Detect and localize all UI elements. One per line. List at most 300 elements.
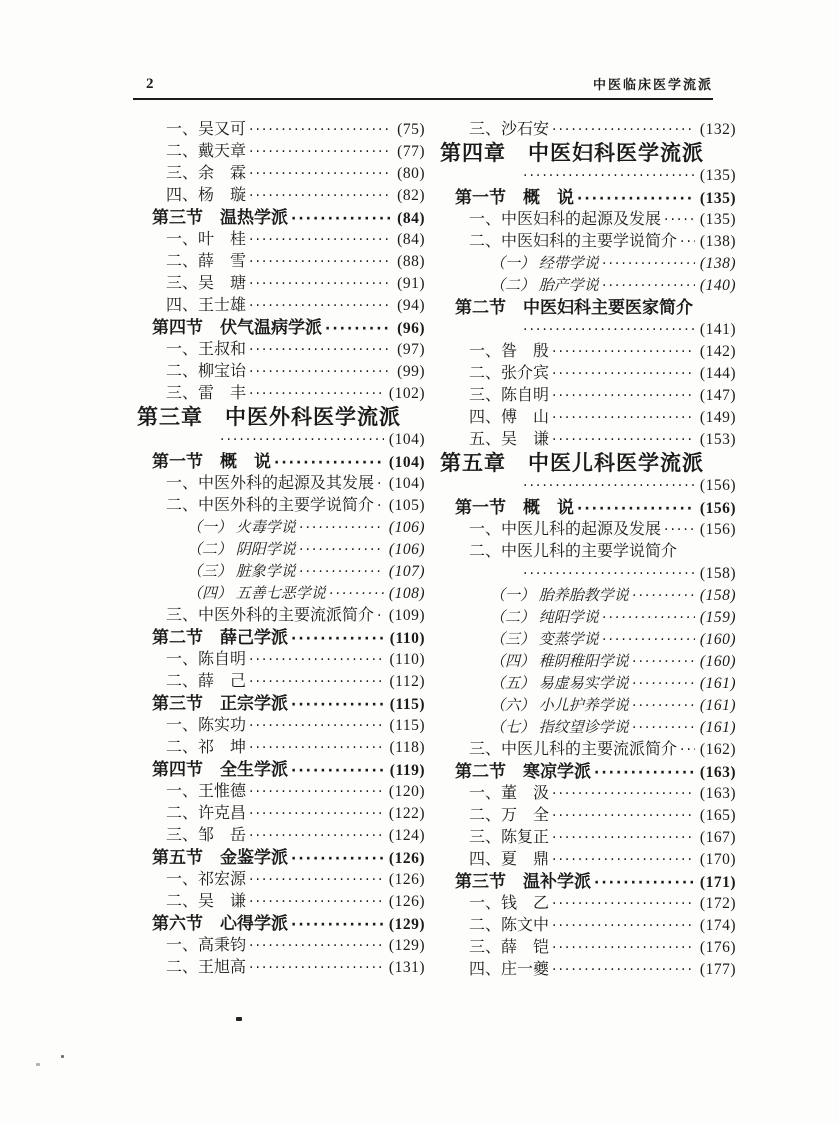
toc-entry-item: [137, 251, 425, 273]
scan-speck: [236, 1017, 242, 1021]
dot-leader: [249, 229, 392, 251]
dot-leader: [594, 761, 695, 783]
toc-entry-text: 二、万 全: [469, 807, 550, 824]
toc-page-number: (140): [699, 277, 736, 294]
toc-entry-text: 第一节 概 说: [455, 188, 574, 207]
dot-leader: [602, 253, 695, 275]
dot-leader: [299, 539, 384, 561]
dot-leader: [552, 783, 695, 805]
toc-page-number: (141): [699, 321, 736, 338]
toc-page-number: (147): [699, 387, 736, 404]
toc-page-number: (172): [699, 895, 736, 912]
toc-entry-text: （二） 胎产学说: [490, 278, 599, 294]
toc-page-number: (129): [388, 937, 425, 954]
dot-leader: [249, 119, 392, 141]
dot-leader: [249, 803, 384, 825]
toc-entry-text: 第二节 中医妇科主要医家简介: [455, 298, 693, 317]
toc-entry-text: 四、庄一夔: [469, 961, 550, 978]
dot-leader: [632, 651, 695, 673]
toc-entry-text: （四） 五善七恶学说: [187, 586, 326, 602]
toc-page-number: (102): [388, 385, 425, 402]
toc-entry-text: 第三节 正宗学派: [152, 694, 288, 713]
toc-entry-section: [137, 207, 425, 229]
dot-leader: [523, 563, 695, 585]
toc-entry-item: [137, 495, 425, 517]
dot-leader: [220, 429, 384, 451]
toc-entry-item: [440, 915, 736, 937]
toc-entry-item: [440, 849, 736, 871]
toc-entry-text: 五、吴 谦: [469, 431, 550, 448]
toc-entry-item: [440, 429, 736, 451]
toc-page-number: (165): [699, 807, 736, 824]
dot-leader: [602, 629, 695, 651]
toc-entry-text: 二、柳宝诒: [166, 363, 247, 380]
dot-leader: [249, 891, 384, 913]
toc-entry-text: 一、中医儿科的起源及发展: [469, 521, 662, 538]
scan-speck: [36, 1063, 40, 1066]
toc-entry-text: （二） 阴阳学说: [187, 542, 296, 558]
toc-page-number: (144): [699, 365, 736, 382]
toc-page-number: (135): [699, 167, 736, 184]
toc-entry-item: [137, 229, 425, 251]
toc-entry-text: （一） 胎养胎教学说: [490, 588, 629, 604]
toc-page-number: (135): [699, 190, 736, 207]
toc-page-number: (163): [699, 785, 736, 802]
dot-leader: [552, 119, 695, 141]
toc-page-number: (161): [699, 675, 736, 692]
toc-entry-text: 一、叶 桂: [166, 231, 247, 248]
dot-leader: [664, 209, 695, 231]
toc-page-number: (77): [397, 143, 425, 160]
toc-entry-subitem: [440, 651, 736, 673]
toc-entry-text: 二、祁 坤: [166, 739, 247, 756]
toc-entry-item: [137, 715, 425, 737]
toc-entry-item: [137, 957, 425, 979]
dot-leader: [680, 739, 695, 761]
toc-entry-text: 三、余 霖: [166, 165, 247, 182]
toc-entry-text: 一、祁宏源: [166, 871, 247, 888]
toc-page-number: (96): [397, 320, 425, 337]
dot-leader: [249, 163, 392, 185]
toc-entry-item: [137, 383, 425, 405]
toc-entry-text: 三、薛 铠: [469, 939, 550, 956]
dot-leader: [632, 673, 695, 695]
toc-entry-cont: [440, 319, 736, 341]
toc-page-number: (156): [699, 500, 736, 517]
toc-page-number: (97): [397, 341, 425, 358]
dot-leader: [299, 517, 384, 539]
toc-entry-subitem: [440, 717, 736, 739]
toc-page-number: (153): [699, 431, 736, 448]
toc-entry-item: [137, 339, 425, 361]
toc-page-number: (110): [389, 651, 425, 668]
toc-page-number: (88): [397, 253, 425, 270]
dot-leader: [377, 605, 384, 627]
dot-leader: [552, 363, 695, 385]
toc-page-number: (104): [388, 431, 425, 448]
toc-entry-section: [440, 871, 736, 893]
dot-leader: [552, 937, 695, 959]
toc-page-number: (176): [699, 939, 736, 956]
toc-entry-item: [137, 737, 425, 759]
dot-leader: [523, 475, 695, 497]
dot-leader: [577, 187, 695, 209]
toc-page-number: (107): [388, 563, 425, 580]
toc-page-number: (142): [699, 343, 736, 360]
toc-entry-section: [137, 627, 425, 649]
dot-leader: [552, 827, 695, 849]
toc-entry-item: [137, 649, 425, 671]
dot-leader: [249, 781, 384, 803]
toc-entry-text: 一、中医外科的起源及其发展: [166, 475, 375, 492]
toc-entry-chapter: [440, 141, 736, 165]
toc-page-number: (160): [699, 653, 736, 670]
toc-page-number: (170): [699, 851, 736, 868]
toc-page-number: (108): [388, 585, 425, 602]
toc-entry-item: [137, 295, 425, 317]
toc-entry-text: 第四节 伏气温病学派: [152, 318, 322, 337]
dot-leader: [552, 959, 695, 981]
dot-leader: [664, 519, 695, 541]
toc-entry-item: [137, 803, 425, 825]
dot-leader: [274, 451, 384, 473]
dot-leader: [249, 715, 384, 737]
dot-leader: [249, 251, 392, 273]
toc-entry-subitem: [137, 539, 425, 561]
toc-entry-item: [440, 519, 736, 541]
toc-entry-text: 一、董 汲: [469, 785, 550, 802]
toc-page-number: (120): [388, 783, 425, 800]
toc-page-number: (167): [699, 829, 736, 846]
toc-entry-section: [137, 451, 425, 473]
dot-leader: [249, 383, 384, 405]
toc-entry-text: 第六节 心得学派: [152, 914, 288, 933]
toc-entry-item: [137, 473, 425, 495]
dot-leader: [249, 141, 392, 163]
toc-page-number: (174): [699, 917, 736, 934]
toc-page-number: (110): [389, 630, 425, 647]
running-header: [133, 74, 713, 100]
toc-entry-text: 三、沙石安: [469, 121, 550, 138]
dot-leader: [249, 869, 384, 891]
toc-entry-item: [440, 363, 736, 385]
toc-entry-text: （四） 稚阴稚阳学说: [490, 654, 629, 670]
toc-page-number: (162): [699, 741, 736, 758]
toc-page-number: (171): [699, 874, 736, 891]
toc-entry-subitem: [137, 583, 425, 605]
toc-entry-text: 二、张介宾: [469, 365, 550, 382]
toc-entry-item: [137, 935, 425, 957]
toc-page-number: (158): [699, 565, 736, 582]
toc-entry-section: [137, 847, 425, 869]
toc-entry-item: [137, 273, 425, 295]
dot-leader: [291, 847, 384, 869]
toc-entry-text: 三、雷 丰: [166, 385, 247, 402]
toc-entry-text: 一、陈自明: [166, 651, 247, 668]
toc-entry-subitem: [440, 673, 736, 695]
toc-entry-text: 三、中医儿科的主要流派简介: [469, 741, 678, 758]
dot-leader: [594, 871, 695, 893]
toc-entry-item: [137, 163, 425, 185]
toc-entry-text: 三、陈复正: [469, 829, 550, 846]
dot-leader: [291, 913, 384, 935]
toc-entry-text: 二、陈文中: [469, 917, 550, 934]
toc-page-number: (109): [388, 607, 425, 624]
toc-page-number: (126): [388, 893, 425, 910]
toc-entry-subitem: [440, 585, 736, 607]
toc-page-number: (119): [389, 762, 425, 779]
toc-entry-text: （二） 纯阳学说: [490, 610, 599, 626]
toc-entry-chapter: [440, 451, 736, 475]
toc-entry-item: [137, 185, 425, 207]
toc-page-number: (99): [397, 363, 425, 380]
toc-entry-text: 一、昝 殷: [469, 343, 550, 360]
toc-entry-text: 二、中医妇科的主要学说简介: [469, 233, 678, 250]
toc-page-number: (156): [699, 477, 736, 494]
toc-entry-subitem: [440, 275, 736, 297]
toc-page-number: (138): [699, 233, 736, 250]
dot-leader: [632, 585, 695, 607]
scan-speck: [61, 1055, 64, 1058]
toc-entry-subitem: [440, 629, 736, 651]
toc-entry-text: 一、王惟德: [166, 783, 247, 800]
toc-page-number: (106): [388, 541, 425, 558]
toc-entry-text: 二、薛 己: [166, 673, 247, 690]
toc-entry-section: [440, 497, 736, 519]
toc-page-number: (115): [389, 717, 425, 734]
toc-entry-text: 四、杨 璇: [166, 187, 247, 204]
toc-entry-section: [137, 759, 425, 781]
toc-page-number: (161): [699, 697, 736, 714]
toc-entry-item: [440, 937, 736, 959]
toc-page-number: (161): [699, 719, 736, 736]
toc-entry-item: [440, 541, 736, 563]
dot-leader: [680, 231, 695, 253]
toc-entry-text: 一、钱 乙: [469, 895, 550, 912]
toc-entry-text: 第一节 概 说: [455, 498, 574, 517]
toc-page-number: (118): [389, 739, 425, 756]
toc-entry-item: [440, 119, 736, 141]
toc-page-number: (138): [699, 255, 736, 272]
dot-leader: [552, 893, 695, 915]
toc-page-number: (112): [389, 673, 425, 690]
toc-page-number: (177): [699, 961, 736, 978]
toc-entry-text: 一、吴又可: [166, 121, 247, 138]
toc-page-number: (131): [388, 959, 425, 976]
toc-page-number: (106): [388, 519, 425, 536]
toc-page-number: (159): [699, 609, 736, 626]
toc-entry-item: [440, 385, 736, 407]
dot-leader: [249, 957, 384, 979]
dot-leader: [249, 935, 384, 957]
dot-leader: [291, 207, 392, 229]
toc-page-number: (75): [397, 121, 425, 138]
toc-entry-item: [137, 119, 425, 141]
dot-leader: [632, 695, 695, 717]
toc-entry-item: [440, 209, 736, 231]
toc-entry-item: [137, 869, 425, 891]
page-number-header: 2: [146, 76, 154, 92]
toc-entry-text: 二、戴天章: [166, 143, 247, 160]
toc-page-number: (163): [699, 764, 736, 781]
toc-entry-section: [137, 693, 425, 715]
toc-entry-item: [440, 231, 736, 253]
dot-leader: [523, 165, 695, 187]
dot-leader: [249, 671, 384, 693]
toc-entry-subitem: [137, 517, 425, 539]
toc-page-number: (126): [388, 850, 425, 867]
toc-page-number: (104): [388, 454, 425, 471]
toc-entry-subitem: [440, 607, 736, 629]
toc-entry-text: 二、许克昌: [166, 805, 247, 822]
toc-entry-text: 三、陈自明: [469, 387, 550, 404]
dot-leader: [377, 495, 384, 517]
dot-leader: [249, 273, 392, 295]
toc-entry-text: 第四章 中医妇科医学流派: [440, 141, 704, 165]
dot-leader: [291, 627, 385, 649]
toc-page-number: (158): [699, 587, 736, 604]
toc-entry-text: 三、邹 岳: [166, 827, 247, 844]
toc-entry-item: [440, 783, 736, 805]
toc-entry-section: [137, 317, 425, 339]
toc-entry-text: 四、傅 山: [469, 409, 550, 426]
dot-leader: [249, 185, 392, 207]
toc-entry-text: 第四节 全生学派: [152, 760, 288, 779]
dot-leader: [299, 561, 384, 583]
toc-entry-item: [137, 141, 425, 163]
toc-entry-cont: [440, 165, 736, 187]
toc-page-number: (84): [397, 210, 425, 227]
toc-entry-item: [137, 891, 425, 913]
dot-leader: [249, 737, 384, 759]
toc-entry-item: [137, 825, 425, 847]
toc-entry-chapter: [137, 405, 425, 429]
dot-leader: [552, 915, 695, 937]
running-title: 中医临床医学流派: [592, 77, 713, 92]
dot-leader: [249, 361, 392, 383]
toc-entry-item: [137, 605, 425, 627]
toc-page-number: (132): [699, 121, 736, 138]
toc-entry-text: 二、王旭高: [166, 959, 247, 976]
dot-leader: [325, 317, 392, 339]
dot-leader: [552, 429, 695, 451]
toc-page-number: (122): [388, 805, 425, 822]
dot-leader: [602, 275, 695, 297]
toc-entry-section: [440, 297, 736, 319]
toc-entry-text: 第一节 概 说: [152, 452, 271, 471]
dot-leader: [249, 825, 384, 847]
dot-leader: [377, 473, 384, 495]
toc-columns: [137, 119, 736, 981]
dot-leader: [249, 295, 392, 317]
toc-page-number: (82): [397, 187, 425, 204]
toc-entry-item: [440, 805, 736, 827]
toc-entry-text: 四、王士雄: [166, 297, 247, 314]
toc-entry-item: [440, 827, 736, 849]
dot-leader: [552, 385, 695, 407]
toc-page-number: (84): [397, 231, 425, 248]
toc-entry-text: 第五节 金鉴学派: [152, 848, 288, 867]
toc-entry-item: [440, 341, 736, 363]
toc-page-number: (126): [388, 871, 425, 888]
toc-page-number: (129): [388, 916, 425, 933]
toc-entry-subitem: [137, 561, 425, 583]
toc-entry-text: 第五章 中医儿科医学流派: [440, 451, 704, 475]
toc-entry-section: [137, 913, 425, 935]
dot-leader: [291, 693, 385, 715]
toc-column-right: [440, 119, 736, 981]
toc-page-number: (91): [397, 275, 425, 292]
toc-entry-item: [440, 407, 736, 429]
toc-entry-text: 第三章 中医外科医学流派: [137, 405, 401, 429]
toc-entry-text: （三） 变蒸学说: [490, 632, 599, 648]
toc-column-left: [137, 119, 425, 981]
toc-entry-text: 二、中医儿科的主要学说简介: [469, 543, 678, 560]
toc-page-number: (94): [397, 297, 425, 314]
toc-page-number: (115): [389, 696, 425, 713]
toc-entry-text: （六） 小儿护养学说: [490, 698, 629, 714]
toc-entry-item: [440, 959, 736, 981]
dot-leader: [249, 649, 384, 671]
toc-entry-text: （五） 易虚易实学说: [490, 676, 629, 692]
toc-entry-item: [440, 739, 736, 761]
toc-entry-text: 三、中医外科的主要流派简介: [166, 607, 375, 624]
dot-leader: [552, 805, 695, 827]
toc-entry-section: [440, 761, 736, 783]
toc-entry-cont: [440, 563, 736, 585]
toc-entry-text: 二、中医外科的主要学说简介: [166, 497, 375, 514]
toc-entry-text: （三） 脏象学说: [187, 564, 296, 580]
toc-entry-text: 一、中医妇科的起源及发展: [469, 211, 662, 228]
toc-page-number: (80): [397, 165, 425, 182]
dot-leader: [249, 339, 392, 361]
toc-entry-item: [137, 671, 425, 693]
toc-entry-text: 第二节 薛己学派: [152, 628, 288, 647]
toc-entry-text: 第三节 温补学派: [455, 872, 591, 891]
toc-entry-item: [440, 893, 736, 915]
toc-entry-text: 四、夏 鼎: [469, 851, 550, 868]
toc-entry-text: 二、薛 雪: [166, 253, 247, 270]
toc-page-number: (124): [388, 827, 425, 844]
dot-leader: [552, 849, 695, 871]
toc-entry-section: [440, 187, 736, 209]
toc-entry-text: （一） 火毒学说: [187, 520, 296, 536]
toc-entry-text: 第二节 寒凉学派: [455, 762, 591, 781]
dot-leader: [602, 607, 695, 629]
toc-page-number: (156): [699, 521, 736, 538]
dot-leader: [577, 497, 695, 519]
toc-page-number: (160): [699, 631, 736, 648]
toc-page-number: (149): [699, 409, 736, 426]
toc-entry-text: 一、王叔和: [166, 341, 247, 358]
toc-entry-subitem: [440, 695, 736, 717]
toc-page-number: (104): [388, 475, 425, 492]
toc-entry-cont: [137, 429, 425, 451]
toc-entry-item: [137, 781, 425, 803]
toc-entry-text: 第三节 温热学派: [152, 208, 288, 227]
dot-leader: [632, 717, 695, 739]
toc-entry-text: 一、陈实功: [166, 717, 247, 734]
dot-leader: [291, 759, 385, 781]
dot-leader: [329, 583, 384, 605]
toc-entry-subitem: [440, 253, 736, 275]
dot-leader: [523, 319, 695, 341]
toc-entry-text: 一、高秉钧: [166, 937, 247, 954]
toc-entry-cont: [440, 475, 736, 497]
toc-entry-text: 二、吴 谦: [166, 893, 247, 910]
toc-entry-text: 三、吴 瑭: [166, 275, 247, 292]
dot-leader: [552, 407, 695, 429]
